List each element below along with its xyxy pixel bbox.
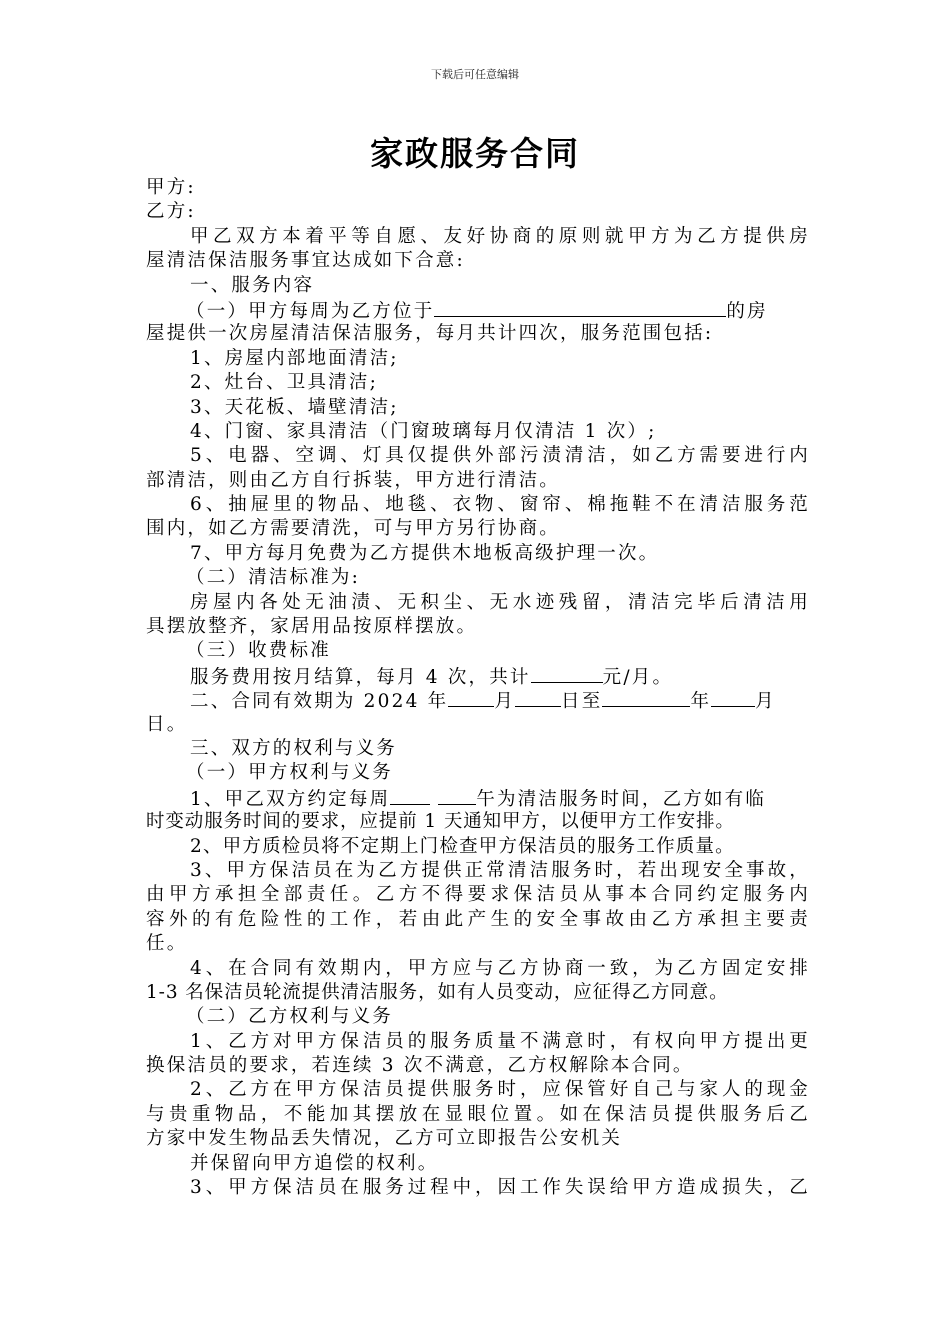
- header-note: 下载后可任意编辑: [431, 68, 519, 81]
- term-text: 年: [690, 691, 712, 713]
- fee-text: 服务费用按月结算，每月 4 次，共计: [190, 666, 531, 688]
- clause-line: 由甲方承担全部责任。乙方不得要求保洁员从事本合同约定服务内: [146, 884, 810, 906]
- clause-line: 时变动服务时间的要求，应提前 1 天通知甲方，以便甲方工作安排。: [146, 811, 735, 833]
- clause-line: 2、乙方在甲方保洁员提供服务时，应保管好自己与家人的现金: [190, 1079, 810, 1101]
- day-blank: [515, 688, 561, 707]
- section-heading: 三、双方的权利与义务: [190, 737, 398, 759]
- month-blank: [448, 688, 494, 707]
- clause-line: 1-3 名保洁员轮流提供清洁服务，如有人员变动，应征得乙方同意。: [146, 981, 729, 1003]
- clause-line: 1、乙方对甲方保洁员的服务质量不满意时，有权向甲方提出更: [190, 1030, 810, 1052]
- intro-paragraph-line: 甲乙双方本着平等自愿、友好协商的原则就甲方为乙方提供房: [190, 225, 810, 247]
- clause-line: 方家中发生物品丢失情况，乙方可立即报告公安机关: [146, 1128, 623, 1150]
- subsection-heading: （一）甲方权利与义务: [186, 762, 394, 784]
- term-line: [146, 688, 810, 712]
- term-text: 月: [494, 691, 516, 713]
- fee-text: 元/月。: [602, 666, 674, 688]
- clause-line: 并保留向甲方追偿的权利。: [190, 1152, 439, 1174]
- clause-line: 换保洁员的要求，若连续 3 次不满意，乙方权解除本合同。: [146, 1055, 694, 1077]
- year-blank: [602, 688, 690, 707]
- term-text: 二、合同有效期为 2024 年: [190, 691, 449, 713]
- clause-line: 任。: [146, 933, 188, 955]
- month-blank: [711, 688, 755, 707]
- term-text: 日至: [561, 691, 603, 713]
- list-item: 3、天花板、墙壁清洁;: [190, 396, 399, 418]
- subsection-heading: （二）乙方权利与义务: [186, 1006, 394, 1028]
- clause-line: 与贵重物品，不能加其摆放在显眼位置。如在保洁员提供服务后乙: [146, 1103, 810, 1125]
- clause-line: [146, 298, 810, 322]
- contract-body: [146, 176, 810, 1200]
- fee-line: [146, 664, 810, 688]
- list-item: 4、门窗、家具清洁（门窗玻璃每月仅清洁 1 次）;: [190, 420, 657, 442]
- clause-line: 3、甲方保洁员在为乙方提供正常清洁服务时，若出现安全事故，: [190, 859, 810, 881]
- list-item: 6、抽屉里的物品、地毯、衣物、窗帘、棉拖鞋不在清洁服务范: [190, 494, 810, 516]
- time-blank: [438, 786, 476, 805]
- party-a-line: 甲方:: [146, 177, 196, 198]
- term-text: 月: [755, 691, 776, 713]
- subsection-heading: （三）收费标准: [186, 640, 331, 662]
- fee-amount-blank: [531, 664, 603, 683]
- list-item-continued: 围内，如乙方需要清洗，可与甲方另行协商。: [146, 518, 561, 540]
- document-title: 家政服务合同: [370, 134, 580, 173]
- clause-line: 容外的有危险性的工作，若由此产生的安全事故由乙方承担主要责: [146, 908, 810, 930]
- party-b-line: 乙方:: [146, 201, 196, 223]
- clause-line: 2、甲方质检员将不定期上门检查甲方保洁员的服务工作质量。: [190, 835, 735, 857]
- clause-line: 4、在合同有效期内，甲方应与乙方协商一致，为乙方固定安排: [190, 957, 810, 979]
- term-line-continued: 日。: [146, 713, 188, 735]
- list-item-continued: 部清洁，则由乙方自行拆装，甲方进行清洁。: [146, 469, 561, 491]
- clause-line: 屋提供一次房屋清洁保洁服务，每月共计四次，服务范围包括:: [146, 323, 714, 345]
- clause-text: （一）甲方每周为乙方位于: [186, 300, 435, 322]
- clause-text: 1、甲乙双方约定每周: [190, 788, 391, 810]
- clause-line: 具摆放整齐，家居用品按原样摆放。: [146, 616, 478, 638]
- weekday-blank: [390, 786, 430, 805]
- subsection-heading: （二）清洁标准为:: [186, 567, 361, 589]
- clause-text: 的房: [726, 300, 768, 322]
- intro-paragraph-line: 屋清洁保洁服务事宜达成如下合意:: [146, 250, 465, 272]
- list-item: 1、房屋内部地面清洁;: [190, 347, 399, 369]
- list-item: 2、灶台、卫具清洁;: [190, 372, 379, 394]
- section-heading: 一、服务内容: [190, 274, 315, 296]
- clause-line: 房屋内各处无油渍、无积尘、无水迹残留，清洁完毕后清洁用: [190, 591, 810, 613]
- clause-line: [146, 786, 810, 810]
- clause-line: 3、甲方保洁员在服务过程中，因工作失误给甲方造成损失，乙: [190, 1177, 810, 1199]
- clause-text: 午为清洁服务时间，乙方如有临: [476, 788, 767, 810]
- list-item: 5、电器、空调、灯具仅提供外部污渍清洁，如乙方需要进行内: [190, 445, 810, 467]
- list-item: 7、甲方每月免费为乙方提供木地板高级护理一次。: [190, 542, 660, 564]
- address-blank: [434, 298, 726, 317]
